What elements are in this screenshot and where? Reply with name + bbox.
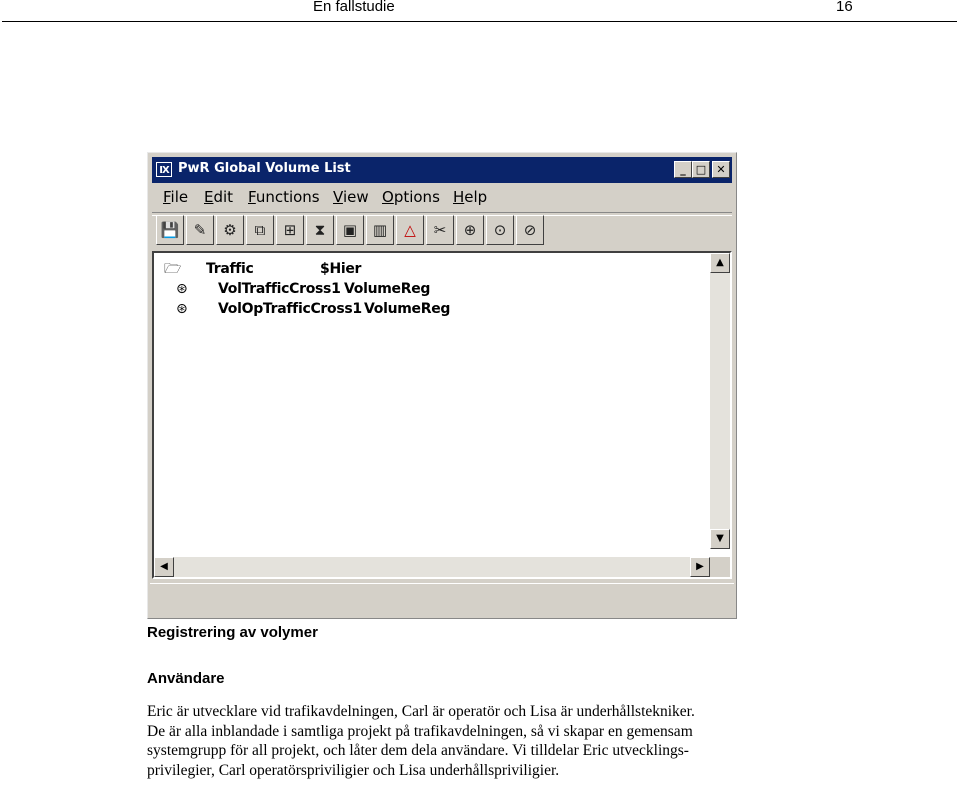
triangle-icon[interactable]: △ <box>396 215 424 245</box>
tree-row[interactable] <box>154 261 454 281</box>
book-icon[interactable]: ▥ <box>366 215 394 245</box>
menu-view[interactable]: View <box>333 188 369 206</box>
menu-help[interactable]: Help <box>453 188 488 206</box>
pencil-icon[interactable]: ✎ <box>186 215 214 245</box>
app-icon: IX <box>156 162 172 177</box>
paragraph-line: De är alla inblandade i samtliga projekt på trafikavdelningen, så vi skapar en gemensam <box>147 722 693 740</box>
menu-edit[interactable]: Edit <box>204 188 234 206</box>
volume-icon: ⊛ <box>176 281 188 297</box>
package-icon[interactable]: ▣ <box>336 215 364 245</box>
folder-icon: 🗁 <box>164 261 182 277</box>
zoom-icon[interactable]: ⊙ <box>486 215 514 245</box>
header-rule <box>2 21 957 22</box>
status-bar <box>150 583 734 616</box>
menu-options[interactable]: Options <box>382 188 440 206</box>
figure-caption: Registrering av volymer <box>147 624 318 641</box>
tree-item-name: VolTrafficCross1 <box>218 281 341 297</box>
running-title: En fallstudie <box>313 0 395 15</box>
toolbar <box>154 215 730 249</box>
gear-icon[interactable]: ⚙ <box>216 215 244 245</box>
zoom-reset-icon[interactable]: ⊘ <box>516 215 544 245</box>
tree-icon[interactable]: ⊞ <box>276 215 304 245</box>
hierarchy-icon[interactable]: ⧉ <box>246 215 274 245</box>
menu-bar <box>154 185 730 209</box>
zoom-in-icon[interactable]: ⊕ <box>456 215 484 245</box>
scroll-right-icon[interactable]: ▶ <box>690 557 710 577</box>
horizontal-scrollbar[interactable] <box>154 557 710 577</box>
title-bar[interactable] <box>152 157 732 183</box>
paragraph-line: systemgrupp för all projekt, och låter dem dela användare. Vi tilldelar Eric utvecklings- <box>147 742 689 759</box>
minimize-icon[interactable]: _ <box>674 161 692 178</box>
volume-icon: ⊛ <box>176 301 188 317</box>
menu-file[interactable]: File <box>163 188 189 206</box>
scroll-up-icon[interactable]: ▲ <box>710 253 730 273</box>
close-icon[interactable]: ✕ <box>712 161 730 178</box>
tree-item-class: VolumeReg <box>364 301 451 317</box>
paragraph-line: privilegier, Carl operatörspriviligier och Lisa underhållspriviligier. <box>147 761 560 779</box>
volume-tree-panel <box>152 251 732 579</box>
tools-icon[interactable]: ✂ <box>426 215 454 245</box>
tree-item-name: Traffic <box>206 261 254 277</box>
save-icon[interactable]: 💾 <box>156 215 184 245</box>
volume-list-window <box>147 152 737 619</box>
tree-row[interactable] <box>154 281 474 301</box>
section-heading: Användare <box>147 670 225 687</box>
page-header <box>0 0 959 22</box>
paragraph-line: Eric är utvecklare vid trafikavdelningen, Carl är operatör och Lisa är underhållstekniker. <box>147 703 695 720</box>
scroll-down-icon[interactable]: ▼ <box>710 529 730 549</box>
body-paragraph <box>147 702 759 780</box>
page-number: 16 <box>836 0 853 15</box>
tree-item-name: VolOpTrafficCross1 <box>218 301 362 317</box>
scroll-left-icon[interactable]: ◀ <box>154 557 174 577</box>
tree-row[interactable] <box>154 301 474 321</box>
tree-item-class: VolumeReg <box>344 281 431 297</box>
scrollbar-corner <box>710 557 730 577</box>
tree-item-class: $Hier <box>320 261 362 277</box>
vertical-scrollbar[interactable] <box>710 253 730 549</box>
volume-tree <box>154 253 710 549</box>
menu-functions[interactable]: Functions <box>248 188 320 206</box>
maximize-icon[interactable]: □ <box>692 161 710 178</box>
window-title: PwR Global Volume List <box>178 161 351 176</box>
filter-icon[interactable]: ⧗ <box>306 215 334 245</box>
